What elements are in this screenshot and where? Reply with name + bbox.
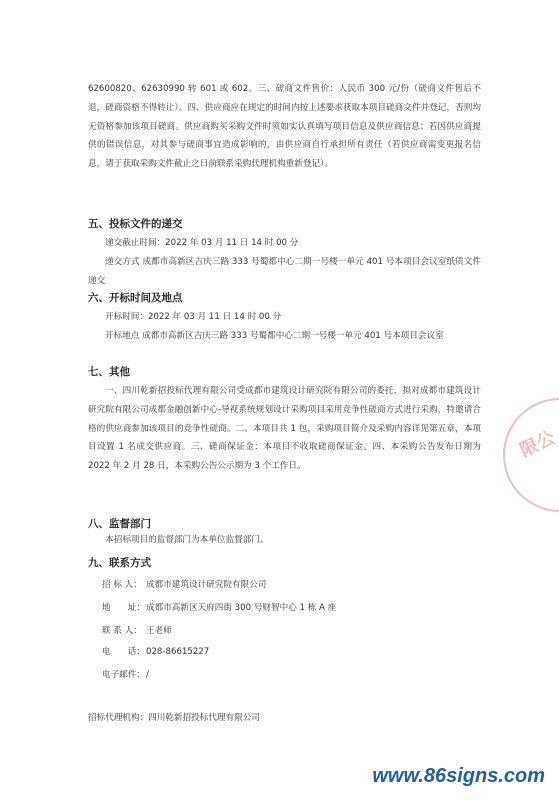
- contact-label: 地 址：: [102, 603, 145, 613]
- opening-place-label: 开标地点: [105, 331, 140, 341]
- contact-row-email: [102, 668, 149, 682]
- opening-place-value: 成都市高新区吉庆三路 333 号蜀都中心二期一号楼一单元 401 号本项目会议室: [142, 331, 444, 341]
- contact-value: /: [146, 670, 149, 680]
- section-7-paragraph: 一、四川乾新招投标代理有限公司受成都市建筑设计研究院有限公司的委托，拟对成都市建筑设计研究院有限公司成都金融创新中心-导视系统规划设计采购项目采用竞争性磋商方式进行采购，特邀请合格的供应商参加该项目的竞争性磋商。二、本项目共 1 包，采购项目简介及采购内容详见第五章，本项目设置 1 名成交供应商。三、磋商保证金：本项目不收取磋商保证金。四、本采购公告发布日期为 2022 年 2 月 28 日，本采购公告公示期为 3 个工作日。: [88, 386, 481, 472]
- contact-label: 招 标 人：: [102, 580, 142, 590]
- seal-stamp-glyph: 限公: [516, 427, 559, 462]
- opening-time-label: 开标时间：: [105, 312, 148, 322]
- section-8-paragraph: 本招标项目的监督部门为本单位监督部门。: [105, 535, 269, 545]
- contact-label: 联 系 人：: [102, 626, 142, 636]
- opening-place: [88, 327, 481, 346]
- submission-method: [88, 253, 481, 291]
- section-5-heading: 五、投标文件的递交: [88, 218, 183, 230]
- contact-value: 成都市高新区天府四街 300 号财智中心 1 栋 A 座: [146, 603, 337, 613]
- contact-row-tenderer: [102, 578, 266, 592]
- submission-deadline-value: 2022 年 03 月 11 日 14 时 00 分: [165, 238, 299, 248]
- contact-row-person: [102, 624, 172, 638]
- site-watermark: www.86signs.com: [372, 765, 545, 787]
- opening-time-value: 2022 年 03 月 11 日 14 时 00 分: [147, 312, 282, 322]
- opening-time: [105, 308, 483, 327]
- agency-label: 招标代理机构：: [88, 713, 149, 723]
- contact-value: 028-86615227: [146, 647, 210, 657]
- seal-stamp-icon: [503, 398, 559, 512]
- contact-value: 成都市建筑设计研究院有限公司: [146, 580, 267, 590]
- section-8-heading: 八、监督部门: [88, 518, 151, 530]
- submission-deadline-label: 递交截止时间：: [105, 238, 166, 248]
- contact-row-address: [102, 601, 336, 615]
- intro-paragraph: 62600820、62630990 转 601 或 602。三、磋商文件售价：人民币 300 元/份（磋商文件售后不退，磋商资格不得转让）。四、供应商应在规定的时间内按上述要求获取本项目磋商文件并登记，否则均无资格参加该项目磋商。供应商购买采购文件时须如实认真填写项目信息及供应商信息；若因供应商提供的错误信息，对其参与磋商事宜造成影响的，由供应商自行承担所有责任（若供应商需变更报名信息，请于获取采购文件截止之日前联系采购代理机构重新登记）。: [88, 84, 481, 170]
- section-9-heading: 九、联系方式: [88, 557, 151, 569]
- submission-method-label: 递交方式: [105, 257, 140, 267]
- contact-value: 王老师: [146, 626, 172, 636]
- agency-line: [88, 711, 260, 723]
- contact-label: 电子邮件：: [102, 670, 145, 680]
- section-6-heading: 六、开标时间及地点: [88, 292, 183, 304]
- submission-method-value: 成都市高新区吉庆三路 333 号蜀都中心二期一号楼一单元 401 号本项目会议室纸质文件递交: [88, 257, 482, 286]
- contact-label: 电 话：: [102, 647, 145, 657]
- agency-value: 四川乾新招投标代理有限公司: [148, 713, 260, 723]
- contact-row-phone: [102, 645, 209, 659]
- section-7-heading: 七、其他: [88, 366, 130, 378]
- submission-deadline: [105, 234, 483, 253]
